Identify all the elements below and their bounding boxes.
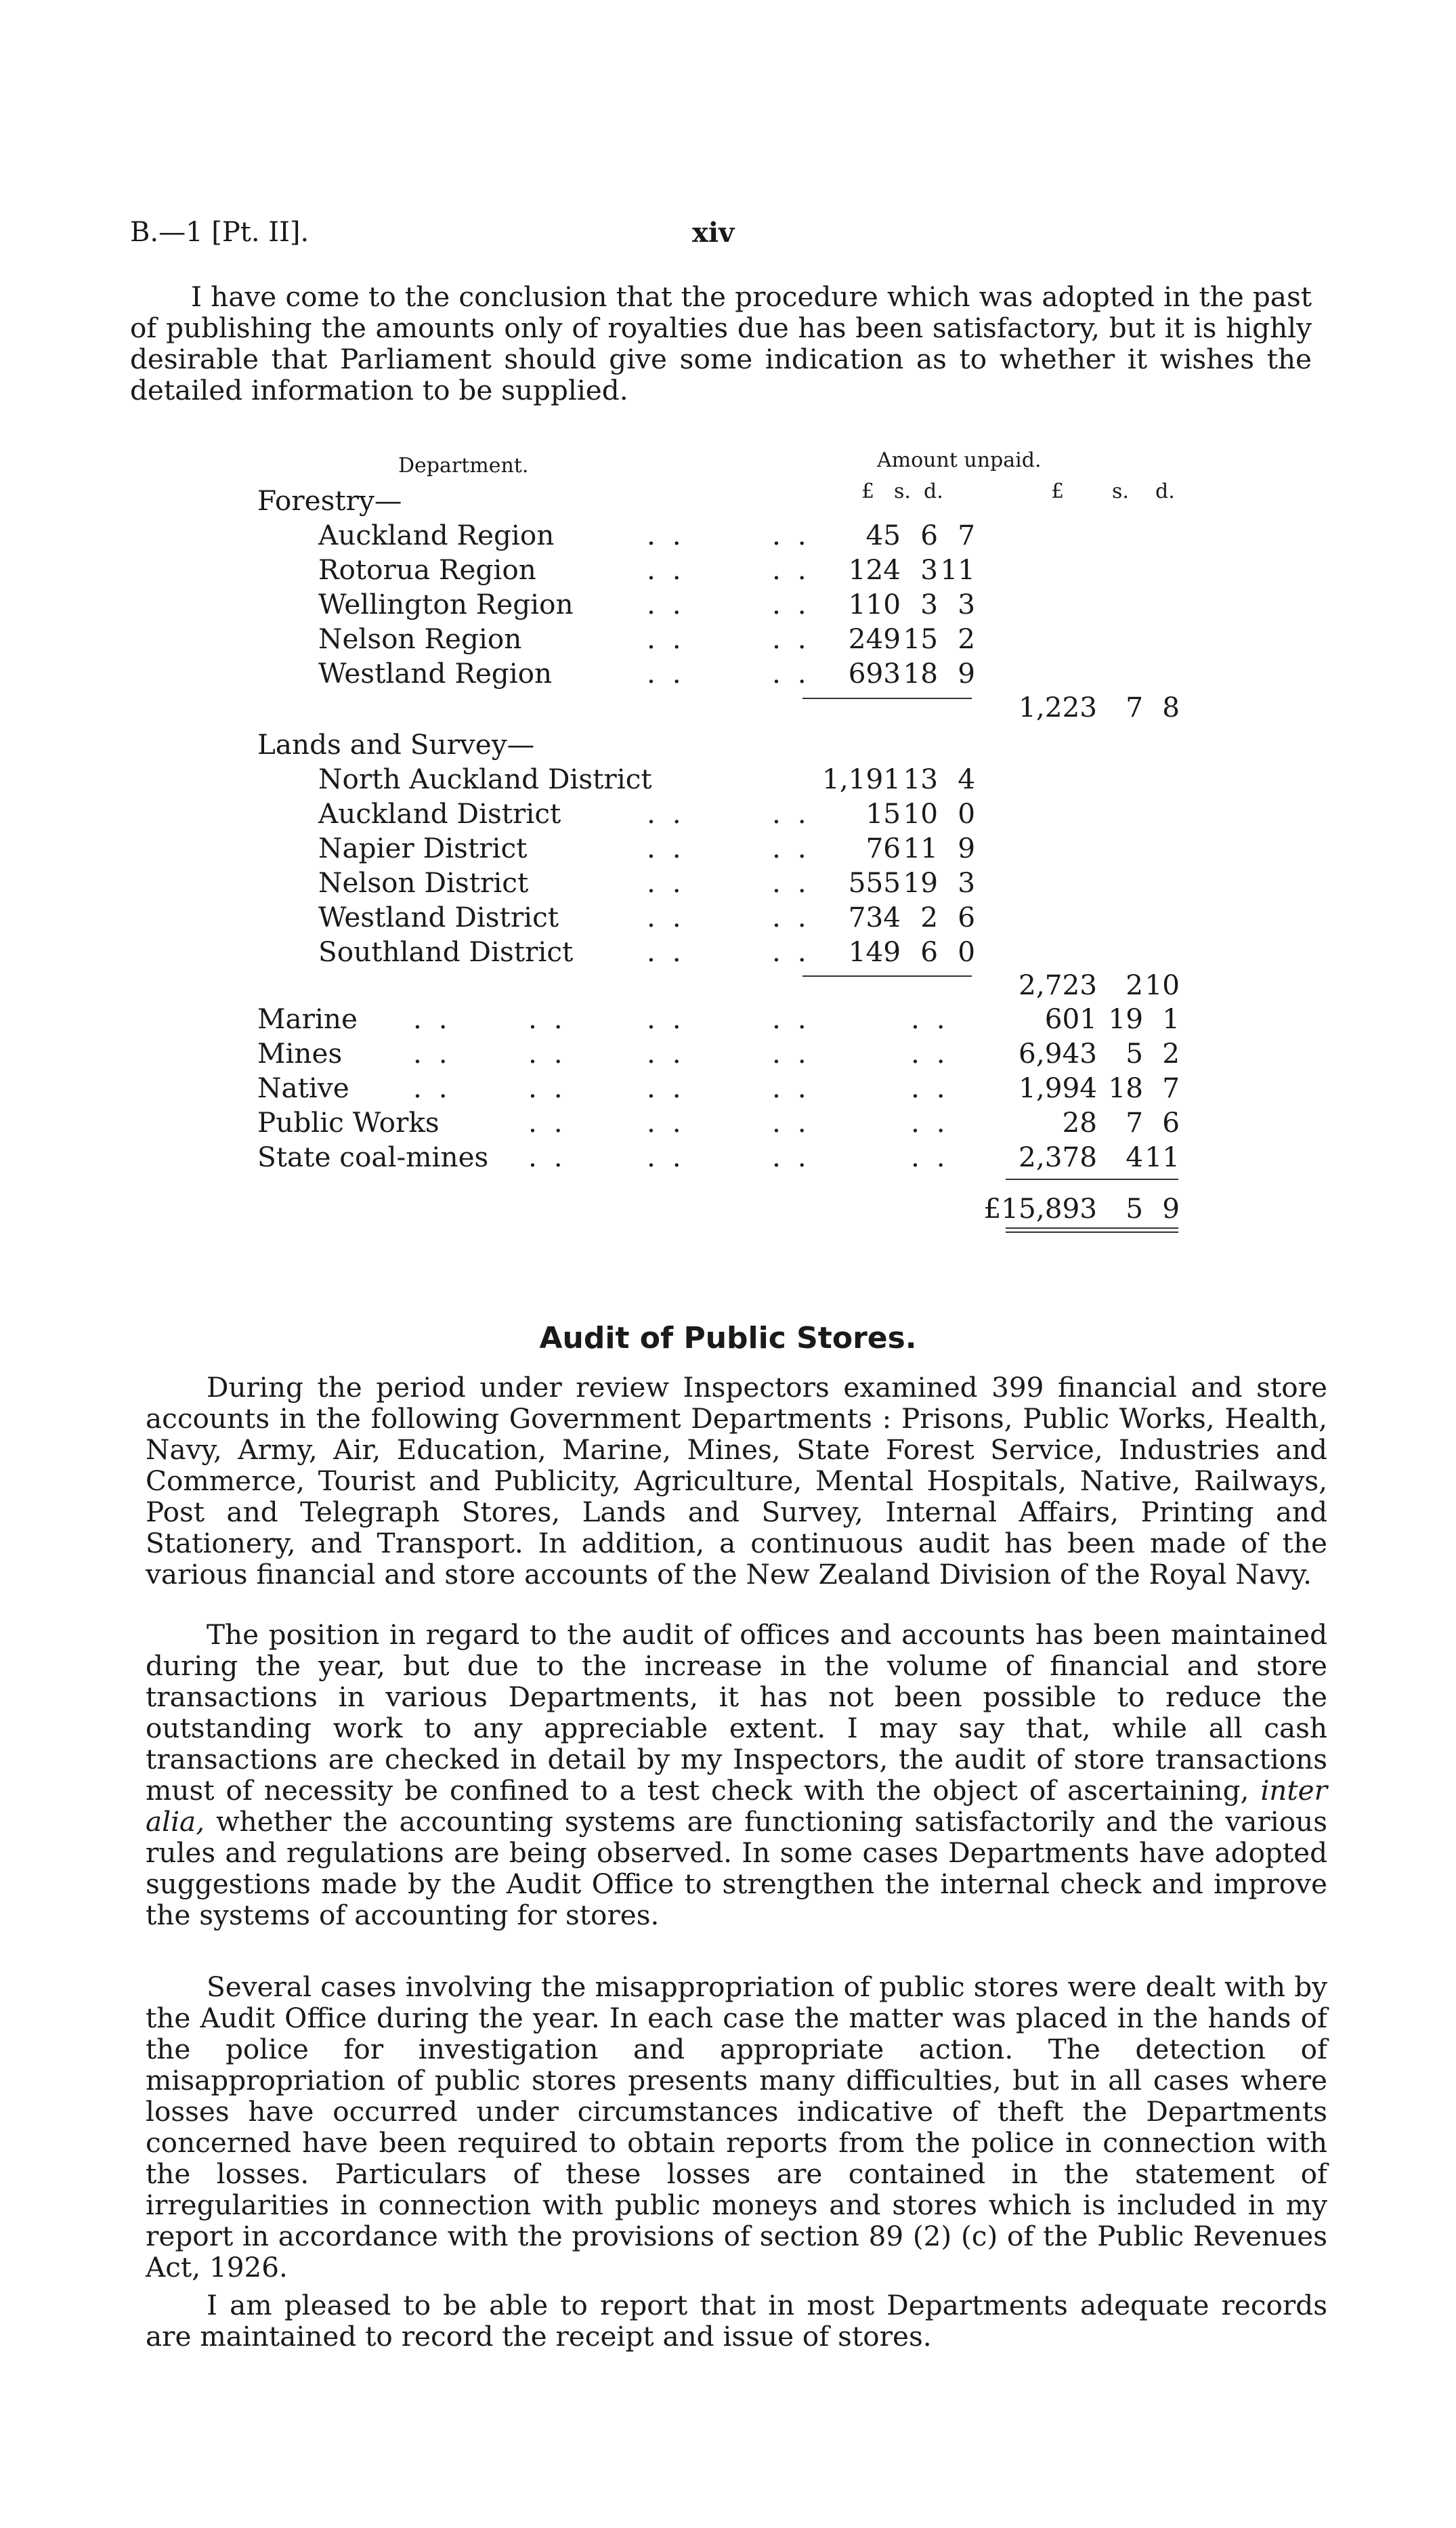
table-row: Southland District . . . . 149 6 0 <box>318 935 975 968</box>
document-reference: B.—1 [Pt. II]. <box>130 217 309 248</box>
forestry-total-pounds: 1,223 <box>1019 691 1097 723</box>
amount-pence: 7 <box>958 519 975 551</box>
unit-pence-header-total: d. <box>1155 480 1175 503</box>
row-name: Westland District <box>318 901 559 933</box>
amount-pence: 11 <box>940 553 975 586</box>
amount-pounds: 124 <box>848 553 901 586</box>
table-row <box>251 763 1321 797</box>
table-row: State coal-mines . . . . . . . . 2,378 4 11 <box>257 1141 1180 1173</box>
paragraph-italic-text: inter alia, <box>146 1774 1327 1838</box>
unit-pounds-header-total: £ <box>1051 480 1065 503</box>
royalties-table <box>251 448 1321 1240</box>
amount-shillings: 7 <box>1126 1106 1143 1139</box>
paragraph-departments-audited: During the period under review Inspectors examined 399 financial and store accounts in the following Government Departments : Prisons, Public Works, Health, Navy, Army, Air, Education, Marine, Mines, State Forest Service, Industries and Commerce, Tourist and Publicity, Agriculture, Mental Hospitals, Native, Railways, Post and Telegraph Stores, Lands and Survey, Internal Affairs, Printing and Stationery, and Transport. In addition, a continuous audit has been made of the various financial and store accounts of the New Zealand Division of the Royal Navy. <box>146 1371 1327 1590</box>
total-rule <box>1006 1179 1178 1180</box>
row-name: North Auckland District <box>318 763 652 795</box>
amount-pounds: 555 <box>848 866 901 899</box>
amount-pence: 0 <box>958 797 975 830</box>
section-title: Audit of Public Stores. <box>539 1321 917 1355</box>
forestry-total-pence: 8 <box>1162 691 1180 723</box>
paragraph-text: whether the accounting systems are functioning satisfactorily and the various rules and regulations are being observed. In some cases Departments have adopted suggestions made by the Audit Office to strengthen the internal check and improve the systems of accounting for stores. <box>146 1805 1327 1931</box>
amount-shillings: 19 <box>1108 1003 1143 1035</box>
row-name: Wellington Region <box>318 588 574 620</box>
amount-pence: 9 <box>958 832 975 864</box>
unit-shillings-header: s. <box>894 480 911 503</box>
table-row: Westland District . . . . 734 2 6 <box>318 901 975 933</box>
row-name: Auckland Region <box>318 519 555 551</box>
amount-pence: 0 <box>958 935 975 968</box>
amount-pounds: 2,378 <box>1019 1141 1097 1173</box>
amount-shillings: 11 <box>903 832 938 864</box>
amount-pence: 11 <box>1144 1141 1180 1173</box>
amount-pounds: 45 <box>865 519 901 551</box>
amount-unpaid-header: Amount unpaid. <box>877 448 1042 472</box>
amount-shillings: 19 <box>903 866 938 899</box>
amount-pounds: 1,191 <box>822 763 901 795</box>
lands-heading: Lands and Survey— <box>257 728 535 761</box>
grand-total-double-rule <box>1006 1227 1178 1233</box>
lands-total-shillings: 2 <box>1126 969 1143 1001</box>
table-row: Auckland Region . . . . 45 6 7 <box>318 519 975 551</box>
forestry-heading: Forestry— <box>257 484 402 517</box>
row-name: State coal-mines <box>257 1141 489 1173</box>
lands-total-row <box>251 969 1321 1003</box>
amount-shillings: 10 <box>903 797 938 830</box>
grand-total-shillings: 5 <box>1126 1192 1143 1225</box>
table-row: Westland Region . . . . 693 18 9 <box>318 657 975 690</box>
grand-total-row <box>251 1192 1321 1226</box>
amount-pence: 7 <box>1162 1072 1180 1104</box>
amount-pounds: 693 <box>848 657 901 690</box>
amount-pounds: 734 <box>848 901 901 933</box>
page-number: xiv <box>692 217 735 249</box>
amount-shillings: 3 <box>920 588 938 620</box>
row-name: Public Works <box>257 1106 440 1139</box>
amount-pounds: 1,994 <box>1019 1072 1097 1104</box>
row-name: Marine <box>257 1003 358 1035</box>
amount-pounds: 249 <box>848 623 901 655</box>
table-row: Native . . . . . . . . . . 1,994 18 7 <box>257 1072 1180 1104</box>
table-row: Napier District . . . . 76 11 9 <box>318 832 975 864</box>
department-column-header: Department. <box>398 454 529 478</box>
amount-pounds: 15 <box>865 797 901 830</box>
amount-pounds: 76 <box>865 832 901 864</box>
forestry-total-shillings: 7 <box>1126 691 1143 723</box>
paragraph-misappropriation: Several cases involving the misappropriation of public stores were dealt with by the Audit Office during the year. In each case the matter was placed in the hands of the police for investigation and appropriate action. The detection of misappropriation of public stores presents many difficulties, but in all cases where losses have occurred under circumstances indicative of theft the Departments concerned have been required to obtain reports from the police in connection with the losses. Particulars of these losses are contained in the statement of irregularities in connection with public moneys and stores which is included in my report in accordance with the provisions of section 89 (2) (c) of the Public Revenues Act, 1926. <box>146 1971 1327 2283</box>
amount-pence: 4 <box>958 763 975 795</box>
row-name: Mines <box>257 1037 343 1070</box>
amount-pence: 2 <box>1162 1037 1180 1070</box>
row-name: Native <box>257 1072 349 1104</box>
paragraph-audit-position <box>146 1619 1327 1931</box>
row-name: Nelson District <box>318 866 529 899</box>
amount-pence: 9 <box>958 657 975 690</box>
row-name: Westland Region <box>318 657 553 690</box>
unit-shillings-header-total: s. <box>1112 480 1129 503</box>
forestry-total-row <box>251 691 1321 725</box>
unit-pence-header: d. <box>924 480 943 503</box>
amount-shillings: 15 <box>903 623 938 655</box>
amount-pence: 6 <box>958 901 975 933</box>
amount-shillings: 6 <box>920 519 938 551</box>
lands-heading-row <box>251 728 1321 762</box>
amount-pounds: 6,943 <box>1019 1037 1097 1070</box>
amount-pence: 3 <box>958 866 975 899</box>
lands-total-pence: 10 <box>1144 969 1180 1001</box>
amount-pounds: 601 <box>1044 1003 1097 1035</box>
paragraph-records: I am pleased to be able to report that in most Departments adequate records are maintained to record the receipt and issue of stores. <box>146 2289 1327 2353</box>
amount-pence: 1 <box>1162 1003 1180 1035</box>
table-row: Wellington Region . . . . 110 3 3 <box>318 588 975 620</box>
intro-paragraph: I have come to the conclusion that the procedure which was adopted in the past of publishing the amounts only of royalties due has been satisfactory, but it is highly desirable that Parliament should give some indication as to whether it wishes the detailed information to be supplied. <box>130 280 1312 406</box>
amount-pence: 2 <box>958 623 975 655</box>
amount-pounds: 28 <box>1062 1106 1097 1139</box>
amount-shillings: 5 <box>1126 1037 1143 1070</box>
paragraph-text: The position in regard to the audit of offices and accounts has been maintained during the year, but due to the increase in the volume of financial and store transactions in various Departments, it has not been possible to reduce the outstanding work to any appreciable extent. I may say that, while all cash transactions are checked in detail by my Inspectors, the audit of store transactions must of necessity be confined to a test check with the object of ascertaining, <box>146 1618 1327 1807</box>
amount-shillings: 13 <box>903 763 938 795</box>
amount-shillings: 18 <box>903 657 938 690</box>
table-row: Public Works . . . . . . . . 28 7 6 <box>257 1106 1180 1139</box>
row-name: Nelson Region <box>318 623 522 655</box>
forestry-heading-row <box>251 484 1321 518</box>
grand-total-pence: 9 <box>1162 1192 1180 1225</box>
grand-total-pounds: £15,893 <box>983 1192 1097 1225</box>
amount-pounds: 110 <box>848 588 901 620</box>
amount-shillings: 2 <box>920 901 938 933</box>
table-row: Mines . . . . . . . . . . 6,943 5 2 <box>257 1037 1180 1070</box>
table-row: Nelson District . . . . 555 19 3 <box>318 866 975 899</box>
row-name: Napier District <box>318 832 528 864</box>
lands-total-pounds: 2,723 <box>1019 969 1097 1001</box>
amount-pence: 3 <box>958 588 975 620</box>
amount-shillings: 6 <box>920 935 938 968</box>
row-name: Rotorua Region <box>318 553 536 586</box>
unit-pounds-header: £ <box>861 480 875 503</box>
table-row: Auckland District . . . . 15 10 0 <box>318 797 975 830</box>
amount-pence: 6 <box>1162 1106 1180 1139</box>
table-row: Nelson Region . . . . 249 15 2 <box>318 623 975 655</box>
amount-shillings: 18 <box>1108 1072 1143 1104</box>
page-header <box>130 217 1335 257</box>
amount-pounds: 149 <box>848 935 901 968</box>
amount-shillings: 4 <box>1126 1141 1143 1173</box>
row-name: Southland District <box>318 935 574 968</box>
table-row: Marine . . . . . . . . . . 601 19 1 <box>257 1003 1180 1035</box>
amount-shillings: 3 <box>920 553 938 586</box>
table-row: Rotorua Region . . . . 124 3 11 <box>318 553 975 586</box>
row-name: Auckland District <box>318 797 561 830</box>
